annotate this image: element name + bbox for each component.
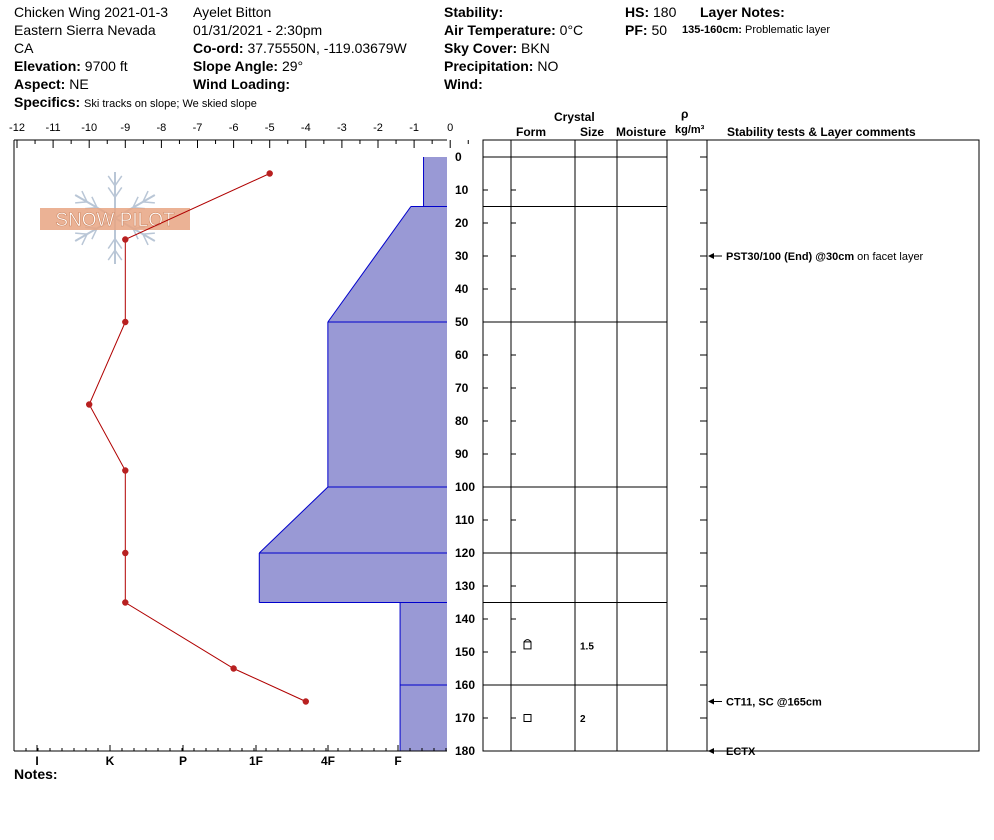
depth-tick-label: 100 (455, 480, 476, 494)
temperature-point (303, 698, 309, 704)
temp-tick-label: 0 (447, 122, 454, 134)
depth-tick-label: 160 (455, 678, 476, 692)
temperature-point (122, 467, 128, 473)
temp-tick-label: -12 (9, 122, 25, 134)
range-name: Eastern Sierra Nevada (14, 22, 156, 38)
sky-label: Sky Cover: (444, 40, 518, 56)
moisture-header: Moisture (616, 125, 667, 139)
depth-tick-label: 0 (455, 150, 462, 164)
air-temp-value: 0°C (559, 22, 584, 38)
test-arrowhead (708, 253, 714, 259)
snowflake-branch (108, 176, 115, 186)
layer-note-text: Problematic layer (745, 24, 830, 36)
depth-tick-label: 70 (455, 381, 469, 395)
elevation-value: 9700 ft (84, 58, 128, 74)
grain-size-label: 1.5 (580, 641, 594, 653)
depth-tick-label: 10 (455, 183, 469, 197)
pf-value: 50 (651, 22, 668, 38)
aspect-label: Aspect: (14, 76, 66, 92)
specifics-value: Ski tracks on slope; We skied slope (84, 98, 257, 110)
stability-label: Stability: (444, 4, 504, 20)
stability-comments-header: Stability tests & Layer comments (727, 125, 916, 139)
grain-symbol (524, 715, 531, 722)
temp-tick-label: -6 (228, 122, 239, 134)
temperature-profile (86, 170, 309, 704)
grain-form-facets (524, 715, 531, 722)
precip-label: Precipitation: (444, 58, 534, 74)
hardness-label: K (105, 754, 115, 768)
depth-tick-label: 50 (455, 315, 469, 329)
grain-form-facets-rounding (524, 640, 531, 649)
rho-header: ρ (681, 107, 689, 121)
form-header: Form (516, 125, 546, 139)
test-arrowhead (708, 748, 714, 754)
coord-label: Co-ord: (193, 40, 244, 56)
hardness-label: P (178, 754, 188, 768)
sky-value: BKN (521, 40, 550, 56)
snowpilot-logo (40, 172, 190, 264)
depth-tick-label: 20 (455, 216, 469, 230)
hardness-area (259, 157, 447, 751)
snowflake-branch (143, 202, 155, 203)
temp-tick-label: -4 (300, 122, 311, 134)
grain-symbol (524, 642, 531, 649)
temp-tick-label: -9 (120, 122, 131, 134)
temperature-point (86, 401, 92, 407)
snowflake-branch (108, 250, 115, 260)
wind-label: Wind: (444, 76, 483, 92)
aspect-value: NE (69, 76, 89, 92)
temp-tick-label: -1 (409, 122, 419, 134)
hardness-label: F (394, 754, 402, 768)
stability-test-label: CT11, SC @165cm (726, 696, 822, 709)
snowflake-branch (115, 250, 122, 260)
temp-tick-label: -5 (264, 122, 275, 134)
notes-label: Notes: (14, 766, 58, 782)
crystal-header: Crystal (554, 110, 595, 124)
depth-tick-label: 120 (455, 546, 476, 560)
snowflake-branch (75, 202, 87, 203)
depth-tick-label: 180 (455, 744, 476, 758)
slope-value: 29° (281, 58, 304, 74)
depth-tick-label: 90 (455, 447, 469, 461)
snowflake-branch (108, 187, 115, 197)
hardness-profile (259, 157, 447, 751)
hs-value: 180 (653, 4, 677, 20)
temperature-line (89, 174, 306, 702)
density-unit-header: kg/m³ (675, 124, 705, 136)
depth-tick-label: 130 (455, 579, 476, 593)
specifics-label: Specifics: (14, 94, 81, 110)
depth-tick-label: 60 (455, 348, 469, 362)
temperature-point (230, 665, 236, 671)
precip-value: NO (537, 58, 559, 74)
depth-tick-label: 30 (455, 249, 469, 263)
size-header: Size (580, 125, 605, 139)
temp-tick-label: -8 (156, 122, 167, 134)
wind-loading-label: Wind Loading: (193, 76, 291, 92)
temperature-point (122, 550, 128, 556)
snowflake-branch (143, 233, 155, 234)
snowflake-branch (115, 176, 122, 186)
location-name: Chicken Wing 2021-01-3 (14, 4, 169, 20)
depth-tick-label: 150 (455, 645, 476, 659)
temperature-point (267, 170, 273, 176)
temp-tick-label: -7 (192, 122, 203, 134)
hardness-label: 1F (248, 754, 264, 768)
coord-value: 37.75550N, -119.03679W (247, 40, 407, 56)
temperature-point (122, 319, 128, 325)
layer-table (483, 140, 979, 758)
table-border (483, 140, 979, 751)
temp-tick-label: -3 (337, 122, 347, 134)
observation-datetime: 01/31/2021 - 2:30pm (193, 22, 323, 38)
air-temp-label: Air Temperature: (444, 22, 556, 38)
depth-tick-label: 110 (455, 513, 475, 527)
temp-tick-label: -2 (373, 122, 383, 134)
elevation-label: Elevation: (14, 58, 81, 74)
stability-test-label: PST30/100 (End) @30cm on facet layer (726, 251, 924, 263)
depth-tick-label: 40 (455, 282, 469, 296)
temp-tick-label: -11 (45, 122, 61, 134)
depth-tick-label: 140 (455, 612, 476, 626)
depth-tick-label: 170 (455, 711, 476, 725)
observer-name: Ayelet Bitton (193, 4, 272, 20)
snowflake-branch (115, 187, 122, 197)
temp-tick-label: -10 (81, 122, 98, 134)
temperature-point (122, 236, 128, 242)
layer-note-range: 135-160cm: (682, 24, 742, 36)
snowflake-branch (108, 239, 115, 249)
hardness-label: I (35, 754, 39, 768)
hs-label: HS: (625, 4, 650, 20)
slope-label: Slope Angle: (193, 58, 279, 74)
state-name: CA (14, 40, 34, 56)
layer-notes-label: Layer Notes: (700, 4, 785, 20)
temperature-point (122, 599, 128, 605)
stability-test-label: ECTX (726, 746, 756, 758)
test-arrowhead (708, 699, 714, 705)
grain-size-label: 2 (580, 714, 586, 725)
depth-tick-label: 80 (455, 414, 469, 428)
hardness-label: 4F (320, 754, 336, 768)
pf-label: PF: (625, 22, 648, 38)
snowflake-branch (75, 233, 87, 234)
snowflake-branch (115, 239, 122, 249)
logo-text: SNOW PILOT (55, 210, 175, 231)
stability-test-comment: on facet layer (854, 251, 924, 263)
